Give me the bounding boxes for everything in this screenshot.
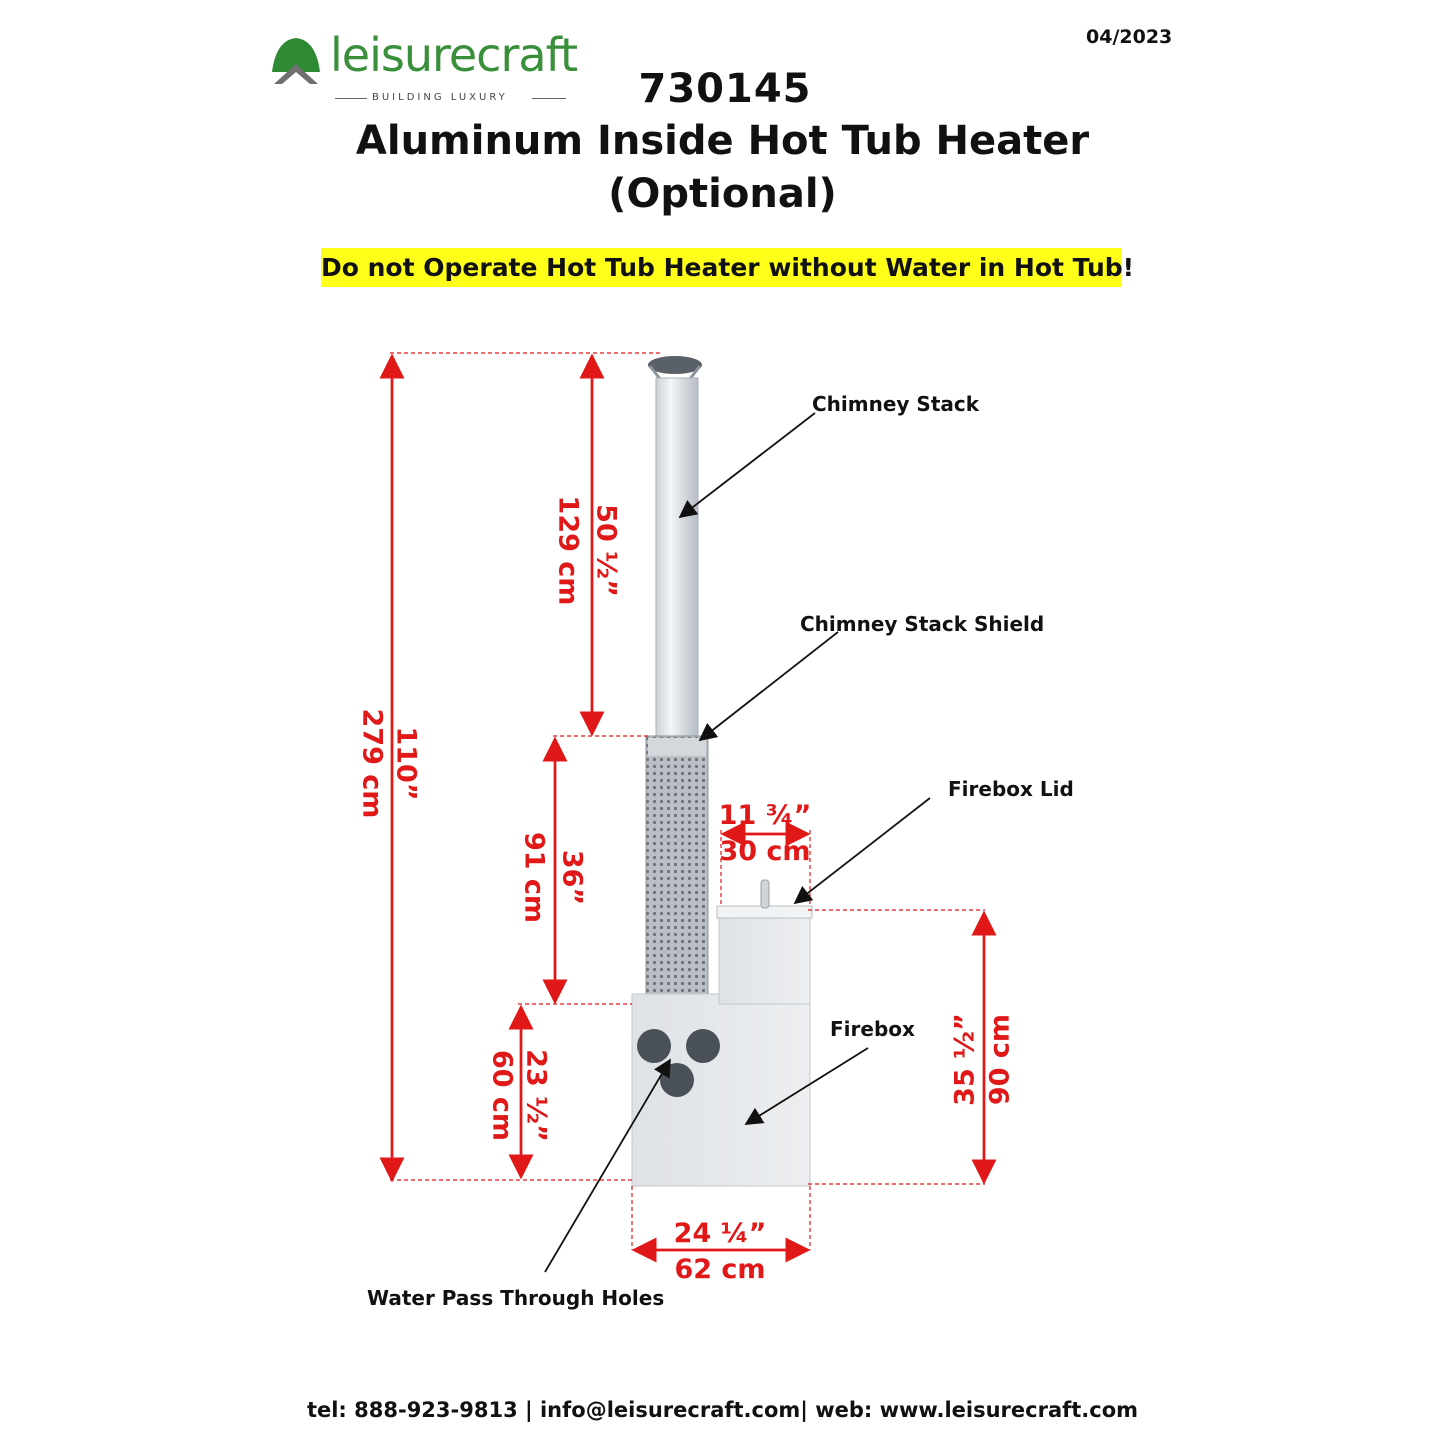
brand-tagline: BUILDING LUXURY <box>372 92 508 103</box>
label-firebox: Firebox <box>830 1017 915 1041</box>
firebox-upper <box>719 914 810 1004</box>
document-date: 04/2023 <box>1086 26 1173 48</box>
dim-base-in: 23 ½” <box>520 1049 552 1142</box>
label-water-holes: Water Pass Through Holes <box>367 1286 665 1310</box>
firebox-lid-handle <box>761 880 769 908</box>
dim-width-cm: 62 cm <box>674 1254 766 1285</box>
product-subtitle: (Optional) <box>608 171 837 217</box>
label-chimney-stack: Chimney Stack <box>812 392 980 416</box>
product-title: Aluminum Inside Hot Tub Heater <box>355 118 1090 164</box>
dim-lid-in: 11 ¾” <box>718 800 812 831</box>
dim-base-cm: 60 cm <box>486 1049 518 1142</box>
dim-chimney-in: 50 ½” <box>590 504 622 597</box>
warning-banner: Do not Operate Hot Tub Heater without Water in Hot Tub! <box>321 248 1122 287</box>
firebox-body <box>632 994 810 1186</box>
dim-width-in: 24 ¼” <box>673 1218 767 1249</box>
dim-shield-cm: 91 cm <box>518 831 550 924</box>
chimney-stack-shield <box>646 736 708 1006</box>
dim-chimney-cm: 129 cm <box>552 495 584 606</box>
contact-footer: tel: 888-923-9813 | info@leisurecraft.com| web: www.leisurecraft.com <box>306 1398 1139 1422</box>
label-chimney-stack-shield: Chimney Stack Shield <box>800 612 1045 636</box>
dim-shield-in: 36” <box>556 849 588 906</box>
dim-lid-cm: 30 cm <box>719 836 811 867</box>
dim-overall-cm: 279 cm <box>356 708 388 819</box>
chimney-stack-pipe <box>656 378 698 738</box>
brand-wordmark: leisurecraft <box>330 28 577 82</box>
dim-firebox-cm: 90 cm <box>984 1013 1016 1106</box>
dim-firebox-in: 35 ½” <box>949 1013 981 1106</box>
model-number: 730145 <box>638 66 812 112</box>
label-firebox-lid: Firebox Lid <box>948 777 1074 801</box>
dim-overall-in: 110” <box>390 726 422 801</box>
